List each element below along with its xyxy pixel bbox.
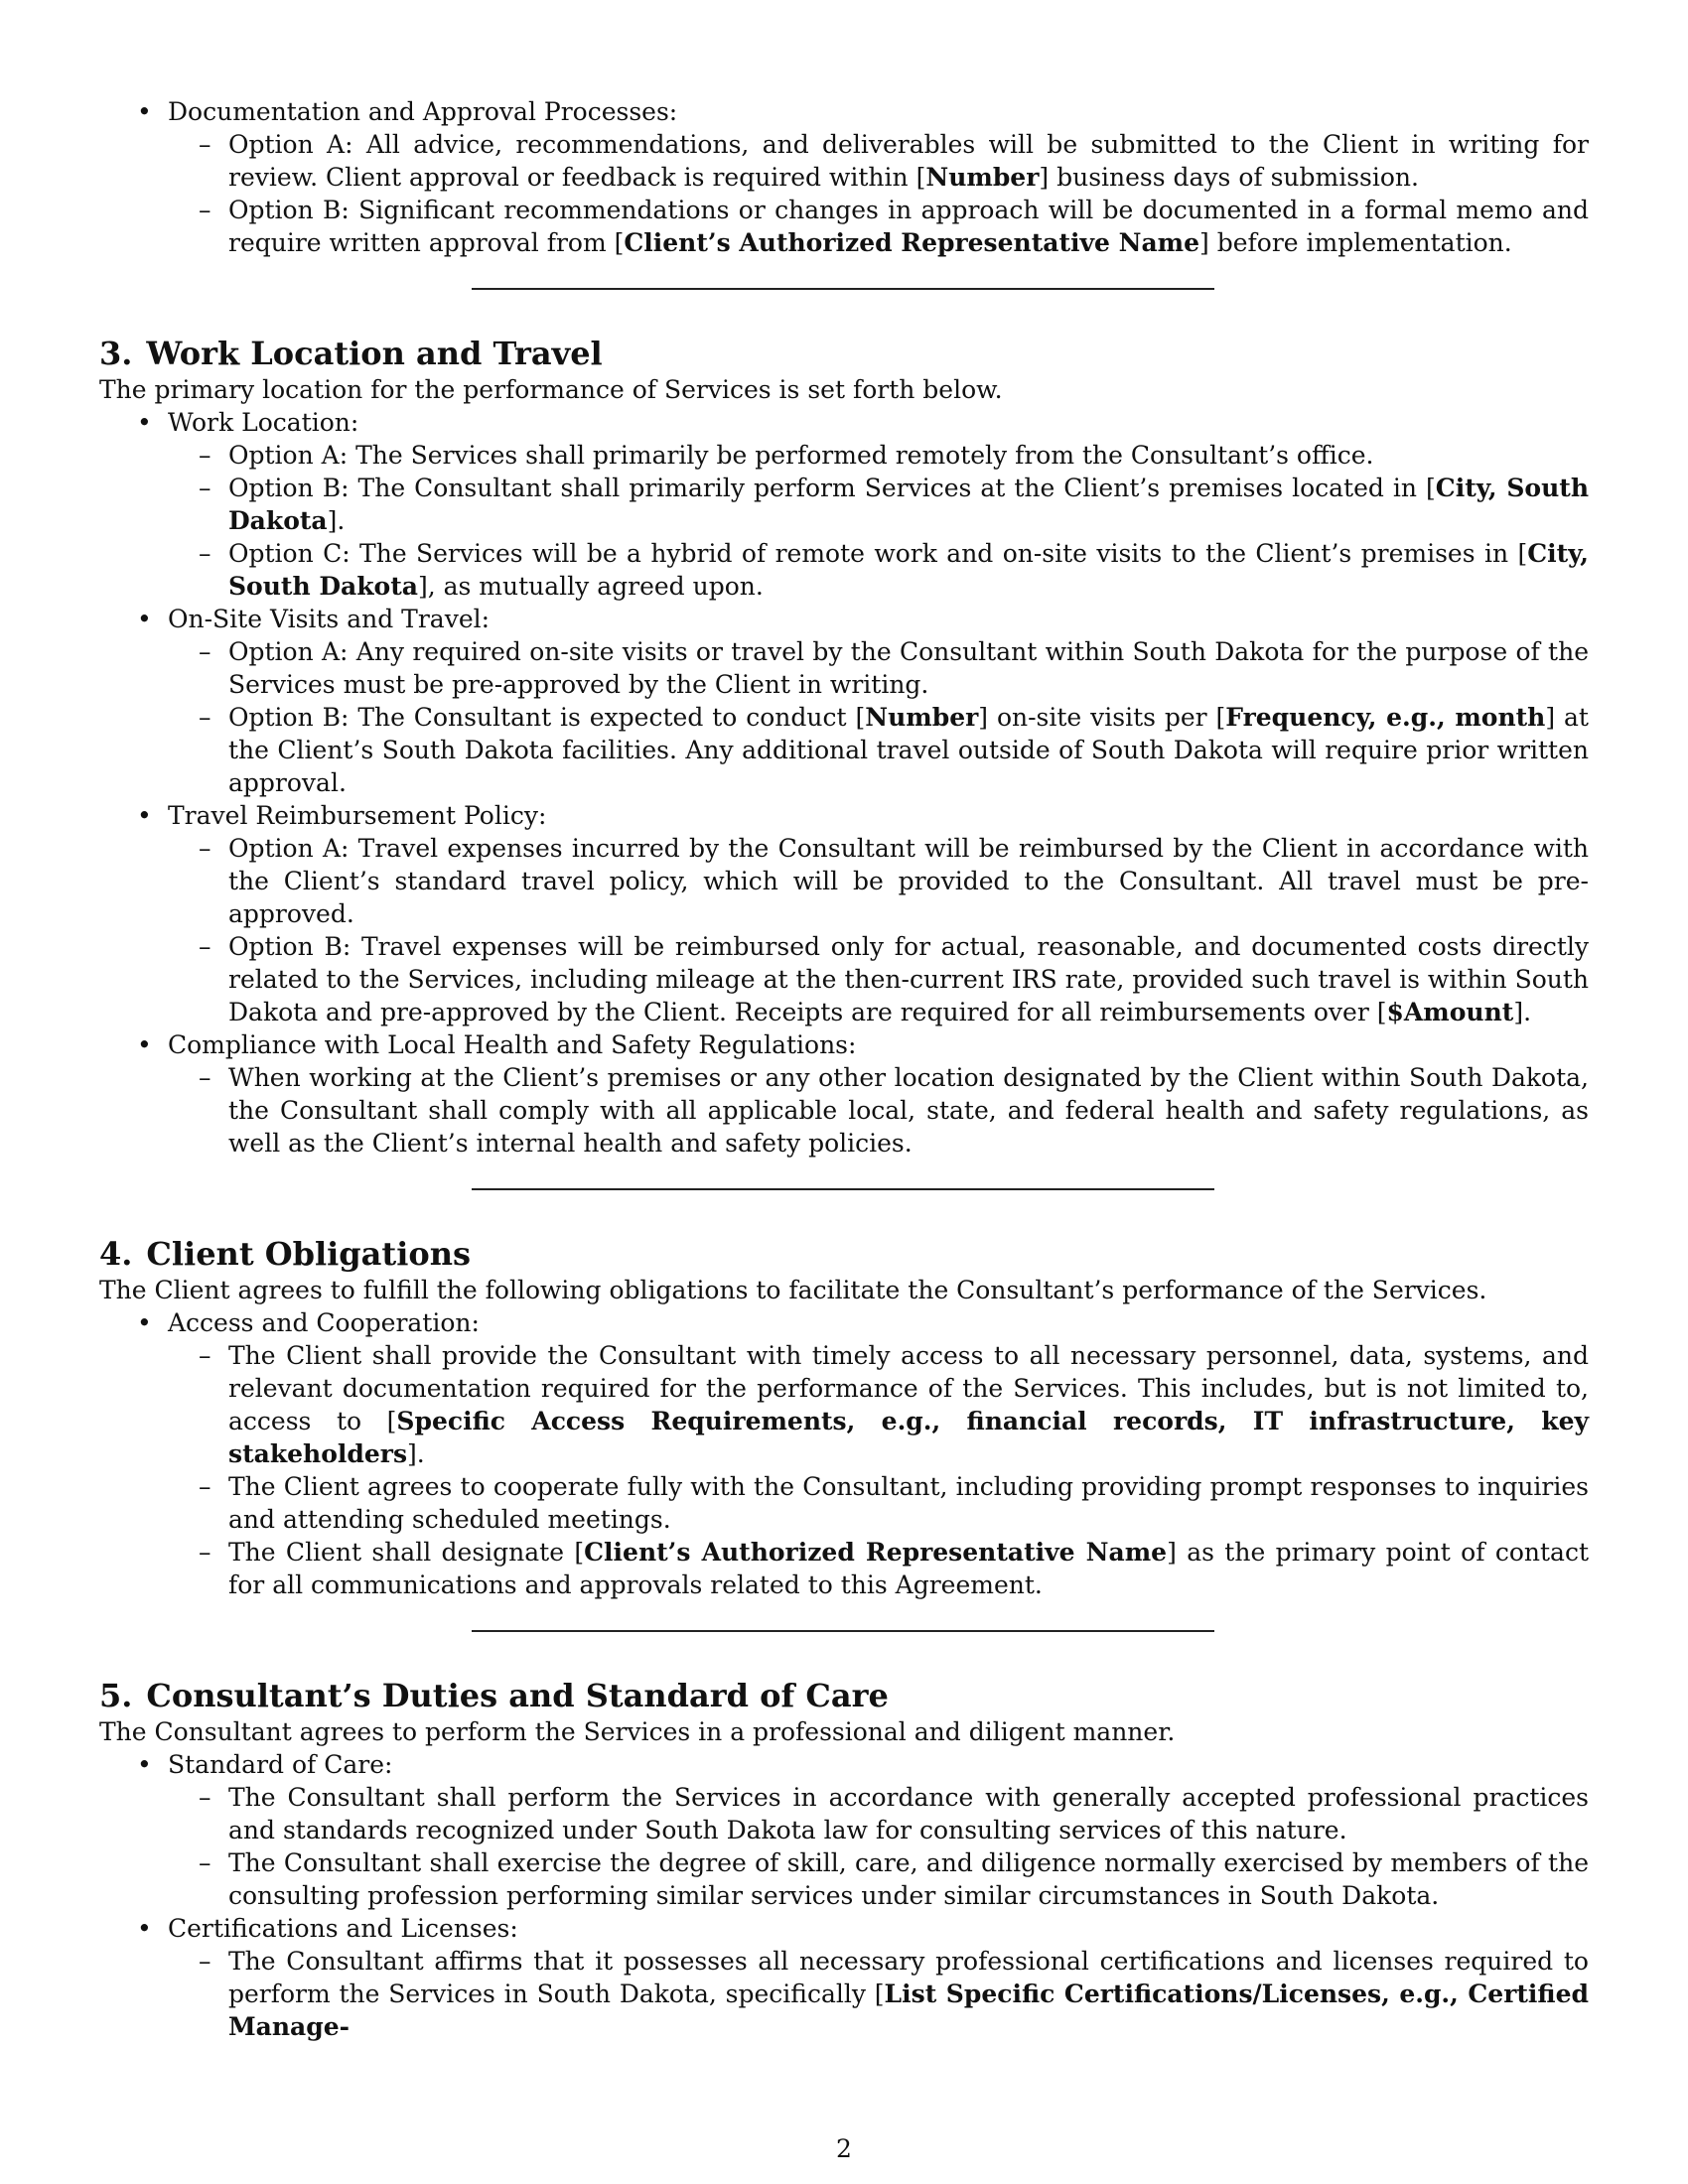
placeholder-field: Number [925,163,1040,192]
section-number: 4. [99,1235,133,1273]
option-item [168,472,1589,537]
bullet-label: Work Location: [168,408,359,437]
placeholder-field: Client’s Authorized Representative Name [624,228,1200,257]
section-5-bullets [99,1748,1589,2043]
sub-options [168,1781,1589,1912]
section-title: Consultant’s Duties and Standard of Care [146,1677,889,1714]
section-3-bullets [99,406,1589,1160]
option-item: – The Client agrees to cooperate fully with the Consultant, including providing prompt responses to inquiries and attending scheduled meetings. [168,1470,1589,1536]
section-intro: The Consultant agrees to perform the Services in a professional and diligent manner. [99,1717,1176,1746]
section-title: Work Location and Travel [146,335,603,372]
option-text: Option B: Travel expenses will be reimbursed only for actual, reasonable, and documented costs directly related to the Services, including mileage at the then-current IRS rate, provided such travel is within South Dakota and pre-approved by the Client. Receipts are required for all reimbursements over [ [228,932,1589,1026]
page-number: 2 [836,2134,852,2163]
bullet-label: Compliance with Local Health and Safety Regulations: [168,1030,857,1059]
section-divider [472,1630,1214,1632]
placeholder-field: City, South Dakota [228,539,1589,601]
section-4-bullets [99,1306,1589,1601]
sub-options [168,832,1589,1028]
sub-options [168,1945,1589,2043]
placeholder-field: Number [865,703,979,732]
bullet-travel-reimbursement [99,799,1589,1028]
bullet-label: Access and Cooperation: [168,1308,480,1337]
sub-options [168,439,1589,603]
option-item: – Option A: Travel expenses incurred by the Consultant will be reimbursed by the Client in accordance with the Client’s standard travel policy, which will be provided to the Consultant. All travel must be pre-approved. [168,832,1589,930]
section-intro: The primary location for the performance of Services is set forth below. [99,375,1003,404]
option-text: Option B: The Consultant is expected to conduct [ [228,703,866,732]
placeholder-field: Specific Access Requirements, e.g., financial records, IT infrastructure, key stakeholders [228,1407,1590,1468]
placeholder-field: City, South Dakota [228,474,1589,535]
option-item [168,537,1589,603]
option-item [168,701,1589,799]
option-text: Option B: The Consultant shall primarily perform Services at the Client’s premises located in [ [228,474,1436,502]
placeholder-field: $Amount [1386,998,1514,1026]
sub-options [168,635,1589,799]
bullet-label: Standard of Care: [168,1750,393,1779]
option-text: Option A: All advice, recommendations, and deliverables will be submitted to the Client in writing for review. Client approval or feedback is required within [ [228,130,1589,192]
section-divider [472,288,1214,290]
bullet-label: Certifications and Licenses: [168,1914,518,1943]
option-text: ]. [407,1439,425,1468]
option-item [168,930,1589,1028]
placeholder-field: List Specific Certifications/Licenses, e.g., Certified Manage- [228,1979,1589,2041]
option-text: ] before implementation. [1199,228,1512,257]
section-2-bullets [99,95,1589,259]
option-item [168,1536,1589,1601]
option-text: ] business days of submission. [1039,163,1419,192]
option-text: The Client shall provide the Consultant with timely access to all necessary personnel, data, systems, and relevant documentation required for the performance of the Services. This includes, but is not limited to, access to [ [228,1341,1589,1435]
option-text: Option C: The Services will be a hybrid of remote work and on-site visits to the Client’s premises in [ [228,539,1528,568]
option-text: ] as the primary point of contact for all communications and approvals related to this Agreement. [228,1538,1589,1599]
sub-options [168,128,1589,259]
option-item: – Option A: The Services shall primarily be performed remotely from the Consultant’s office. [168,439,1589,472]
bullet-label: Documentation and Approval Processes: [168,97,678,126]
placeholder-field: Client’s Authorized Representative Name [584,1538,1168,1567]
option-text: ] on-site visits per [ [978,703,1226,732]
bullet-label: Travel Reimbursement Policy: [168,801,547,830]
bullet-onsite-visits [99,603,1589,799]
bullet-documentation-approval [99,95,1589,259]
option-text: The Client shall designate [ [228,1538,585,1567]
sub-options [168,1339,1589,1601]
option-item [168,1945,1589,2043]
section-heading-3 [99,334,1589,373]
section-number: 3. [99,335,133,372]
option-text: Option B: Significant recommendations or changes in approach will be documented in a formal memo and require written approval from [ [228,196,1589,257]
option-text: ]. [327,506,346,535]
sub-options [168,1061,1589,1160]
option-text: ]. [1513,998,1532,1026]
option-item: – The Consultant shall exercise the degree of skill, care, and diligence normally exercised by members of the consulting profession performing similar services under similar circumstances in South Dakota. [168,1846,1589,1912]
option-item [168,1339,1589,1470]
option-text: ] at the Client’s South Dakota facilities. Any additional travel outside of South Dakota will require prior written approval. [228,703,1589,797]
section-number: 5. [99,1677,133,1714]
section-intro: The Client agrees to fulfill the following obligations to facilitate the Consultant’s performance of the Services. [99,1276,1487,1304]
option-item [168,194,1589,259]
bullet-standard-of-care [99,1748,1589,1912]
bullet-access-cooperation [99,1306,1589,1601]
section-heading-4 [99,1234,1589,1274]
section-heading-5 [99,1676,1589,1715]
bullet-certifications-licenses [99,1912,1589,2043]
option-text: ], as mutually agreed upon. [417,572,764,601]
section-divider [472,1188,1214,1190]
bullet-label: On-Site Visits and Travel: [168,605,491,633]
option-item [168,128,1589,194]
section-title: Client Obligations [146,1235,471,1273]
option-item: – Option A: Any required on-site visits or travel by the Consultant within South Dakota for the purpose of the Services must be pre-approved by the Client in writing. [168,635,1589,701]
document-page [99,95,1589,2043]
placeholder-field: Frequency, e.g., month [1225,703,1546,732]
bullet-work-location [99,406,1589,603]
option-text: The Consultant affirms that it possesses all necessary professional certifications and licenses required to perform the Services in South Dakota, specifically [ [228,1947,1589,2008]
option-item: – The Consultant shall perform the Services in accordance with generally accepted professional practices and standards recognized under South Dakota law for consulting services of this nature. [168,1781,1589,1846]
option-item: – When working at the Client’s premises or any other location designated by the Client within South Dakota, the Consultant shall comply with all applicable local, state, and federal health and safety regulations, as well as the Client’s internal health and safety policies. [168,1061,1589,1160]
bullet-health-safety [99,1028,1589,1160]
